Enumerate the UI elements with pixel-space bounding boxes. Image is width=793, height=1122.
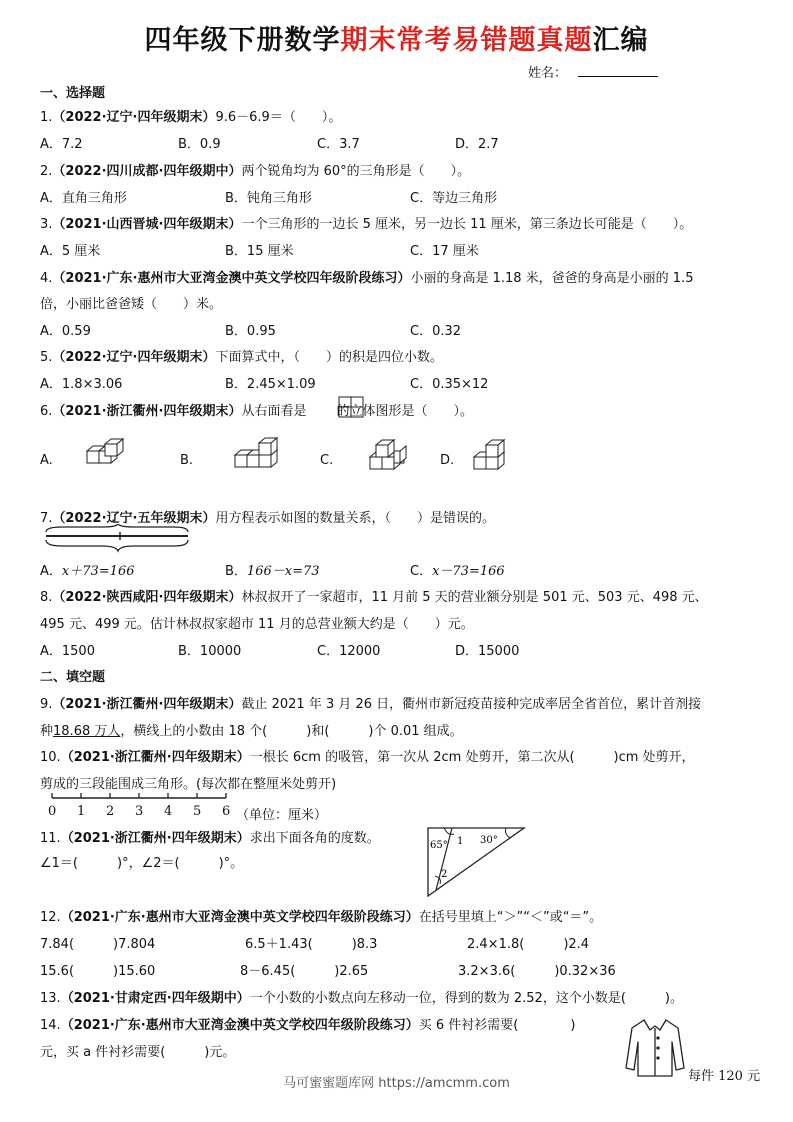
name-label: 姓名： [528,66,568,81]
shirt-price-label: 每件 120 元 [688,1069,761,1084]
q6-option-d[interactable]: D. [440,453,455,468]
ruler-tick-6: 6 [222,804,231,819]
q6-option-c[interactable]: C. [320,453,334,468]
question-8-line2: 495 元、499 元。估计林叔叔家超市 11 月的总营业额大约是（ ）元。 [40,617,474,632]
question-3: 3.（2021·山西晋城·四年级期末）一个三角形的一边长 5 厘米，另一边长 11 厘米，第三条边长可能是（ ）。 [40,217,693,232]
q12-item-4[interactable]: 15.6( )15.60 [40,964,156,979]
q7-option-a[interactable]: A．x＋73=166 [40,564,135,579]
page-title [0,18,793,57]
side-view-figure [338,396,366,418]
q7-option-c[interactable]: C．x－73=166 [410,564,505,579]
q1-option-c[interactable]: C．3.7 [317,137,360,152]
footer-watermark: 马可蜜蜜题库网 https://amcmm.com [283,1076,510,1091]
angle-label-2: 2 [441,869,448,880]
question-11-line2: ∠1＝( )°，∠2＝( )°。 [40,856,244,871]
q7-option-b[interactable]: B．166－x=73 [225,564,320,579]
ruler-tick-1: 1 [77,804,86,819]
shirt-icon [622,1016,688,1078]
q3-option-b[interactable]: B．15 厘米 [225,244,294,259]
q2-option-b[interactable]: B．钝角三角形 [225,191,312,206]
ruler-tick-5: 5 [193,804,202,819]
question-8: 8.（2022·陕西咸阳·四年级期末）林叔叔开了一家超市，11 月前 5 天的营业额分别是 501 元、503 元、498 元、 [40,590,708,605]
q8-option-b[interactable]: B．10000 [178,644,242,659]
q8-option-a[interactable]: A．1500 [40,644,95,659]
question-9-line2: 种18.68 万人，横线上的小数由 18 个( )和( )个 0.01 组成。 [40,724,463,739]
question-6: 6.（2021·浙江衢州·四年级期末）从右面看是 的立体图形是（ ）。 [40,404,473,419]
q12-item-6[interactable]: 3.2×3.6( )0.32×36 [458,964,616,979]
q8-option-d[interactable]: D．15000 [455,644,520,659]
q5-option-b[interactable]: B．2.45×1.09 [225,377,316,392]
q5-option-a[interactable]: A．1.8×3.06 [40,377,123,392]
ruler-tick-3: 3 [135,804,144,819]
angle-triangle-diagram [424,826,528,898]
q1-option-d[interactable]: D．2.7 [455,137,499,152]
q8-option-c[interactable]: C．12000 [317,644,381,659]
q5-option-c[interactable]: C．0.35×12 [410,377,489,392]
q4-option-a[interactable]: A．0.59 [40,324,91,339]
question-10-line2: 剪成的三段能围成三角形。(每次都在整厘米处剪开) [40,777,337,792]
title-highlight: 期末常考易错题真题 [340,25,593,56]
name-blank[interactable] [578,76,658,77]
q6-option-b[interactable]: B. [180,453,194,468]
ruler-diagram [44,792,234,804]
question-5: 5.（2022·辽宁·四年级期末）下面算式中，（ ）的积是四位小数。 [40,350,443,365]
question-2: 2.（2022·四川成都·四年级期中）两个锐角均为 60°的三角形是（ ）。 [40,164,471,179]
q7-brace-diagram [42,524,192,554]
q3-option-c[interactable]: C．17 厘米 [410,244,479,259]
q4-option-c[interactable]: C．0.32 [410,324,462,339]
section-fill-title: 二、填空题 [40,670,106,685]
angle-label-65: 65° [430,840,448,851]
question-10: 10.（2021·浙江衢州·四年级期末）一根长 6cm 的吸管，第一次从 2cm 处剪开，第二次从( )cm 处剪开， [40,750,695,765]
q3-option-a[interactable]: A．5 厘米 [40,244,101,259]
ruler-tick-2: 2 [106,804,115,819]
q1-option-b[interactable]: B．0.9 [178,137,221,152]
question-13: 13.（2021·甘肃定西·四年级期中）一个小数的小数点向左移动一位，得到的数为 2.52，这个小数是( )。 [40,991,683,1006]
q4-option-b[interactable]: B．0.95 [225,324,276,339]
question-1: 1.（2022·辽宁·四年级期末）9.6－6.9＝（ ）。 [40,110,342,125]
q1-option-a[interactable]: A．7.2 [40,137,83,152]
underlined-number: 18.68 万人 [53,724,121,739]
ruler-tick-4: 4 [164,804,173,819]
q6-cube-figure-d [472,435,512,473]
q12-item-1[interactable]: 7.84( )7.804 [40,937,156,952]
question-11: 11.（2021·浙江衢州·四年级期末）求出下面各角的度数。 [40,831,380,846]
section-choice-title: 一、选择题 [40,86,106,101]
question-9: 9.（2021·浙江衢州·四年级期末）截止 2021 年 3 月 26 日，衢州市新冠疫苗接种完成率居全省首位，累计首剂接 [40,697,702,712]
question-14: 14.（2021·广东·惠州市大亚湾金澳中英文学校四年级阶段练习）买 6 件衬衫需要( ) [40,1018,576,1033]
question-4: 4.（2021·广东·惠州市大亚湾金澳中英文学校四年级阶段练习）小丽的身高是 1.18 米，爸爸的身高是小丽的 1.5 [40,271,694,286]
q6-cube-figure-a [85,437,127,471]
q2-option-a[interactable]: A．直角三角形 [40,191,127,206]
ruler-unit: （单位：厘米） [236,808,328,823]
q6-cube-figure-c [368,435,410,473]
angle-label-30: 30° [480,835,498,846]
q6-cube-figure-b [233,437,285,473]
ruler-tick-0: 0 [48,804,57,819]
q12-item-2[interactable]: 6.5＋1.43( )8.3 [245,937,378,952]
q6-option-a[interactable]: A. [40,453,53,468]
question-4-line2: 倍，小丽比爸爸矮（ ）米。 [40,297,223,312]
question-7: 7.（2022·辽宁·五年级期末）用方程表示如图的数量关系，（ ）是错误的。 [40,511,495,526]
q12-item-3[interactable]: 2.4×1.8( )2.4 [467,937,590,952]
question-12: 12.（2021·广东·惠州市大亚湾金澳中英文学校四年级阶段练习）在括号里填上“＞”“＜”或“＝”。 [40,910,603,925]
title-part3: 汇编 [592,25,649,56]
q12-item-5[interactable]: 8－6.45( )2.65 [240,964,369,979]
q2-option-c[interactable]: C．等边三角形 [410,191,498,206]
title-part1: 四年级下册数学 [144,25,341,56]
angle-label-1: 1 [457,836,464,847]
question-14-line2: 元，买 a 件衬衫需要( )元。 [40,1045,236,1060]
